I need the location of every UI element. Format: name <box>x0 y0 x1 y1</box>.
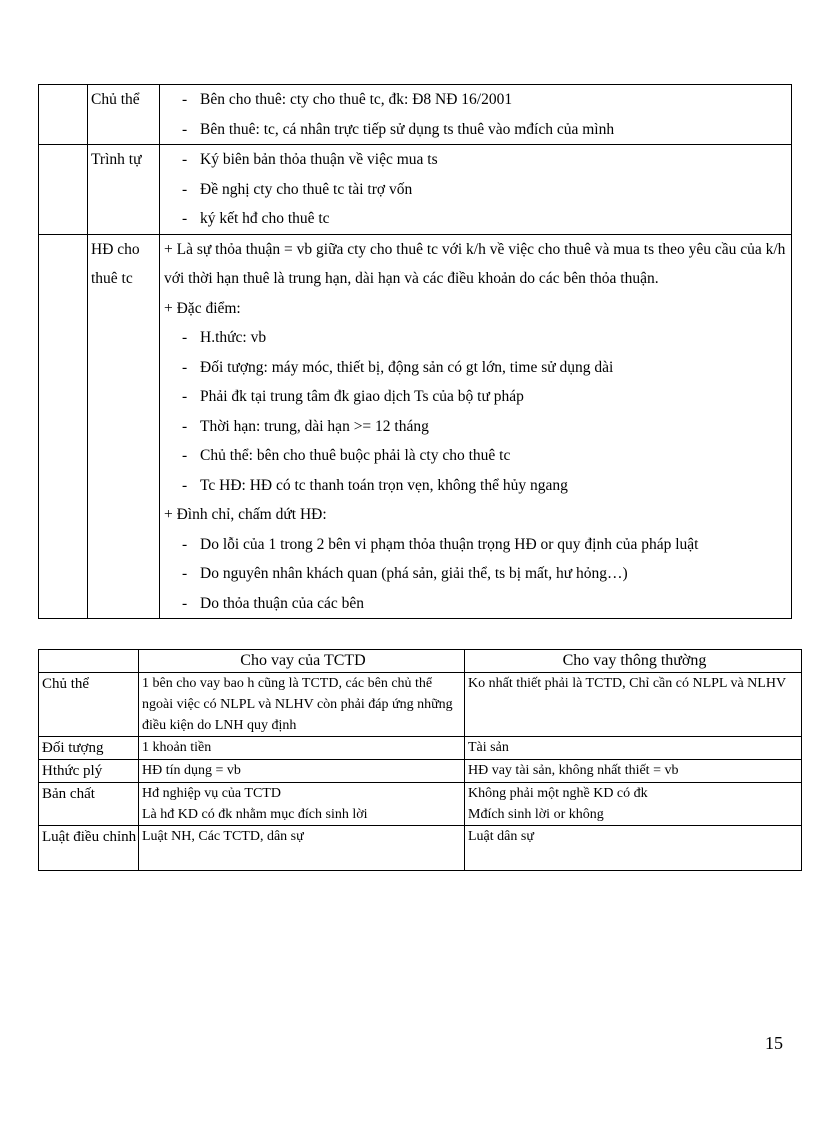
row-label: Luật điều chỉnh <box>39 826 139 871</box>
bullet-item: - Phải đk tại trung tâm đk giao dịch Ts của bộ tư pháp <box>164 382 791 412</box>
table-row <box>39 85 792 145</box>
bullet-item: - Ký biên bản thỏa thuận về việc mua ts <box>164 145 791 175</box>
bullet-dot-icon: - <box>182 358 188 376</box>
row-label: Chủ thể <box>39 673 139 737</box>
cell: HĐ vay tài sản, không nhất thiết = vb <box>465 760 802 783</box>
cell: Luật NH, Các TCTD, dân sự <box>139 826 465 871</box>
bullet-item: - Do thỏa thuận của các bên <box>164 589 791 619</box>
bullet-item: - Do nguyên nhân khách quan (phá sản, giải thể, ts bị mất, hư hỏng…) <box>164 559 791 589</box>
cell: Không phải một nghề KD có đk Mđích sinh lời or không <box>465 783 802 826</box>
row-content <box>160 85 792 145</box>
cell: HĐ tín dụng = vb <box>139 760 465 783</box>
row-label: HĐ cho thuê tc <box>88 234 160 619</box>
table-row <box>39 826 802 871</box>
empty-cell <box>39 234 88 619</box>
bullet-item: - Đề nghị cty cho thuê tc tài trợ vốn <box>164 175 791 205</box>
comparison-table <box>38 649 802 871</box>
row-label: Hthức plý <box>39 760 139 783</box>
cell: 1 bên cho vay bao h cũng là TCTD, các bên chủ thể ngoài việc có NLPL và NLHV còn phải đáp ứng những điều kiện do LNH quy định <box>139 673 465 737</box>
bullet-dot-icon: - <box>182 151 188 168</box>
bullet-dot-icon: - <box>182 476 188 494</box>
bullet-item: - Đối tượng: máy móc, thiết bị, động sản có gt lớn, time sử dụng dài <box>164 353 791 383</box>
row-label: Đối tượng <box>39 737 139 760</box>
bullet-item: - Tc HĐ: HĐ có tc thanh toán trọn vẹn, không thể hủy ngang <box>164 471 791 501</box>
bullet-item: - Bên cho thuê: cty cho thuê tc, đk: Đ8 NĐ 16/2001 <box>164 85 791 115</box>
bullet-dot-icon: - <box>182 120 188 138</box>
table-header-row <box>39 650 802 673</box>
row-label: Trình tự <box>88 145 160 235</box>
section-heading: + Đặc điểm: <box>164 299 241 317</box>
table-row <box>39 234 792 619</box>
table-row <box>39 673 802 737</box>
empty-cell <box>39 145 88 235</box>
header-cell: Cho vay thông thường <box>465 650 802 673</box>
table-row <box>39 145 792 235</box>
table-row <box>39 783 802 826</box>
row-content <box>160 145 792 235</box>
bullet-dot-icon: - <box>182 388 188 405</box>
row-content <box>160 234 792 619</box>
bullet-item: - H.thức: vb <box>164 323 791 353</box>
table-row <box>39 737 802 760</box>
bullet-dot-icon: - <box>182 594 188 612</box>
bullet-item: - Do lỗi của 1 trong 2 bên vi phạm thỏa thuận trọng HĐ or quy định của pháp luật <box>164 530 791 560</box>
bullet-dot-icon: - <box>182 180 188 198</box>
cell: Tài sản <box>465 737 802 760</box>
bullet-item: - Thời hạn: trung, dài hạn >= 12 tháng <box>164 412 791 442</box>
bullet-dot-icon: - <box>182 417 188 435</box>
bullet-item: - Chủ thể: bên cho thuê buộc phải là cty cho thuê tc <box>164 441 791 471</box>
lease-table <box>38 84 792 619</box>
row-label: Bản chất <box>39 783 139 826</box>
bullet-dot-icon: - <box>182 210 188 227</box>
bullet-dot-icon: - <box>182 91 188 108</box>
row-label: Chủ thể <box>88 85 160 145</box>
bullet-dot-icon: - <box>182 447 188 464</box>
cell: Hđ nghiệp vụ của TCTD Là hđ KD có đk nhằm mục đích sinh lời <box>139 783 465 826</box>
bullet-dot-icon: - <box>182 565 188 582</box>
empty-cell <box>39 85 88 145</box>
table-row <box>39 760 802 783</box>
definition-paragraph: + Là sự thỏa thuận = vb giữa cty cho thuê tc với k/h về việc cho thuê và mua ts theo yêu cầu của k/h với thời hạn thuê là trung hạn, dài hạn và các điều khoản do các bên thỏa thuận. <box>164 240 786 287</box>
bullet-item: - ký kết hđ cho thuê tc <box>164 204 791 234</box>
header-cell <box>39 650 139 673</box>
bullet-item: - Bên thuê: tc, cá nhân trực tiếp sử dụng ts thuê vào mđích của mình <box>164 115 791 145</box>
cell: Luật dân sự <box>465 826 802 871</box>
section-heading: + Đình chỉ, chấm dứt HĐ: <box>164 506 327 523</box>
cell: Ko nhất thiết phải là TCTD, Chỉ cần có NLPL và NLHV <box>465 673 802 737</box>
bullet-dot-icon: - <box>182 329 188 346</box>
page-number: 15 <box>765 1033 783 1053</box>
bullet-dot-icon: - <box>182 535 188 553</box>
cell: 1 khoản tiền <box>139 737 465 760</box>
header-cell: Cho vay của TCTD <box>139 650 465 673</box>
